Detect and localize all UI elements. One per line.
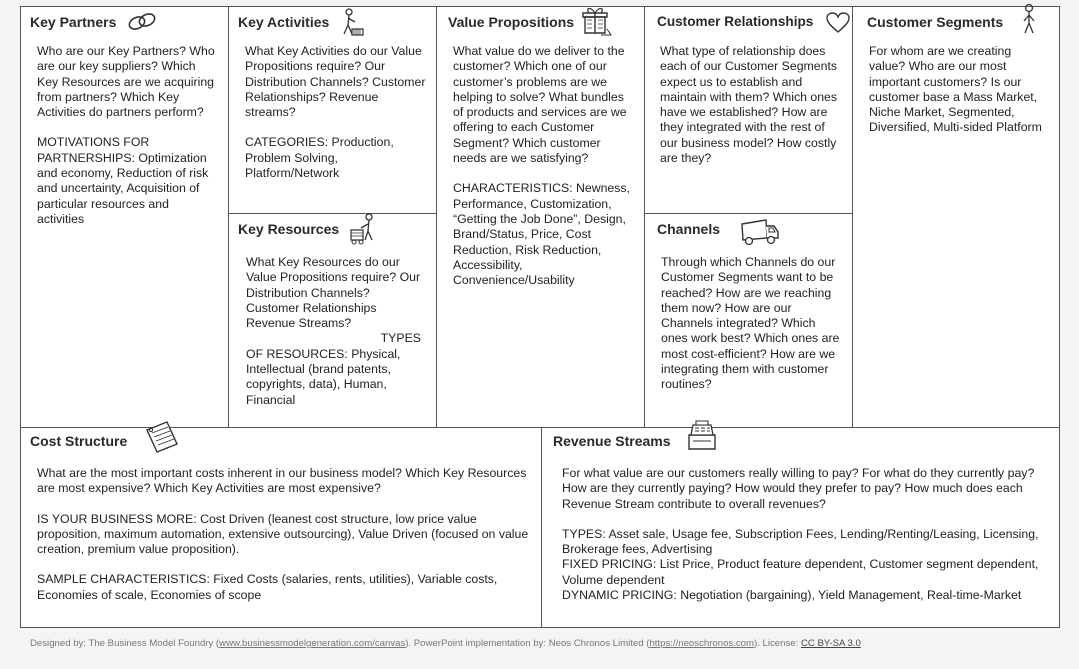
cost-structure-title: Cost Structure (30, 433, 128, 449)
customer-relationships-questions: What type of relationship does each of our Customer Segments expect us to establish and maintain with them? Which ones have we established? How are they integrated with the rest of our business model? How costly are they? (660, 44, 838, 166)
cost-structure-text (37, 466, 535, 603)
cost-structure-sample: SAMPLE CHARACTERISTICS: Fixed Costs (salaries, rents, utilities), Variable costs, Economies of scale, Economies of scope (37, 572, 498, 602)
worker-with-cart-icon (349, 212, 381, 246)
footer-designed-by: Designed by: The Business Model Foundry ( (30, 638, 220, 649)
key-resources-types-word: TYPES (380, 331, 421, 346)
revenue-streams-fixed: FIXED PRICING: List Price, Product feature dependent, Customer segment dependent, Volume dependent (562, 557, 1039, 587)
customer-segments-block (853, 7, 1059, 428)
cost-structure-questions: What are the most important costs inherent in our business model? Which Key Resources are most expensive? Which Key Activities are most expensive? (37, 466, 527, 496)
cost-structure-business-more: IS YOUR BUSINESS MORE: Cost Driven (leanest cost structure, low price value proposition, maximum automation, extensive outsourcing), Value Driven (focused on value creation, premium value proposition). (37, 511, 529, 557)
channels-title: Channels (657, 221, 721, 237)
footer-ppt-impl: ). PowerPoint implementation by: Neos Chronos Limited ( (405, 638, 650, 649)
channels-questions: Through which Channels do our Customer Segments want to be reached? How are we reaching them now? How are our Channels integrated? Which ones work best? Which ones are most cost-efficient? How are we integrating them with customer routines? (661, 255, 840, 392)
footer-credits (30, 638, 1060, 649)
key-resources-text (246, 255, 421, 408)
revenue-streams-block (542, 428, 1059, 627)
customer-relationships-block (645, 7, 853, 214)
person-working-icon (337, 7, 367, 37)
gift-box-icon (579, 5, 613, 37)
chain-link-icon (126, 11, 158, 33)
customer-segments-title: Customer Segments (867, 14, 1004, 30)
value-propositions-title: Value Propositions (448, 14, 575, 30)
value-propositions-questions: What value do we deliver to the customer? Which one of our customer’s problems are we helping to solve? What bundles of products and services are we offering to each Customer Segment? Which customer needs are we satisfying? (453, 44, 627, 166)
footer-neos-link[interactable]: https://neoschronos.com (649, 638, 754, 649)
revenue-streams-title: Revenue Streams (553, 433, 671, 449)
revenue-streams-questions: For what value are our customers really willing to pay? For what do they currently pay? How are they currently paying? How would they prefer to pay? How much does each Revenue Stream contribute to overall revenues? (562, 466, 1035, 511)
cash-register-icon (685, 419, 719, 453)
value-propositions-characteristics: CHARACTERISTICS: Newness, Performance, Customization, “Getting the Job Done”, Design, Brand/Status, Price, Cost Reduction, Risk Reduction, Accessibility, Convenience/Usability (453, 181, 630, 288)
key-resources-block (229, 214, 437, 428)
key-partners-title: Key Partners (30, 14, 117, 30)
key-activities-title: Key Activities (238, 14, 330, 30)
channels-block (645, 214, 853, 428)
footer-bmg-link[interactable]: www.businessmodelgeneration.com/canvas (219, 638, 406, 649)
price-tag-icon (143, 420, 181, 454)
key-activities-categories: CATEGORIES: Production, Problem Solving, Platform/Network (245, 135, 394, 181)
person-standing-icon (1020, 3, 1038, 35)
delivery-truck-icon (740, 218, 780, 248)
revenue-streams-dynamic: DYNAMIC PRICING: Negotiation (bargaining), Yield Management, Real-time-Market (562, 588, 1022, 603)
cost-structure-block (21, 428, 542, 627)
key-activities-text (245, 44, 427, 181)
key-resources-title: Key Resources (238, 221, 340, 237)
key-partners-questions: Who are our Key Partners? Who are our key suppliers? Which Key Resources are we acquiring from partners? Which Key Activities do partners perform? (37, 44, 215, 120)
heart-icon (826, 12, 850, 34)
footer-license-prefix: ). License: (754, 638, 801, 649)
channels-text (661, 255, 841, 393)
value-propositions-text (453, 44, 633, 288)
customer-segments-text (869, 44, 1049, 136)
value-propositions-block (437, 7, 645, 428)
key-resources-questions: What Key Resources do our Value Propositions require? Our Distribution Channels? Customer Relationships Revenue Streams? (246, 255, 421, 331)
key-activities-block (229, 7, 437, 214)
business-model-canvas (20, 6, 1060, 628)
footer-license-link[interactable]: CC BY-SA 3.0 (800, 638, 861, 649)
key-partners-text (37, 44, 219, 227)
key-resources-types: OF RESOURCES: Physical, Intellectual (brand patents, copyrights, data), Human, Financial (246, 346, 401, 407)
customer-relationships-title: Customer Relationships (657, 14, 814, 29)
key-partners-block (21, 7, 229, 428)
revenue-streams-text (562, 466, 1047, 603)
customer-relationships-text (660, 44, 842, 166)
key-activities-questions: What Key Activities do our Value Propositions require? Our Distribution Channels? Customer Relationships? Revenue streams? (245, 44, 426, 120)
customer-segments-questions: For whom are we creating value? Who are our most important customers? Is our customer base a Mass Market, Niche Market, Segmented, Diversified, Multi-sided Platform (869, 44, 1042, 135)
key-partners-motivations: MOTIVATIONS FOR PARTNERSHIPS: Optimization and economy, Reduction of risk and uncertainty, Acquisition of particular resources and activities (37, 135, 209, 226)
revenue-streams-types: TYPES: Asset sale, Usage fee, Subscription Fees, Lending/Renting/Leasing, Licensing, Brokerage fees, Advertising (562, 526, 1039, 557)
